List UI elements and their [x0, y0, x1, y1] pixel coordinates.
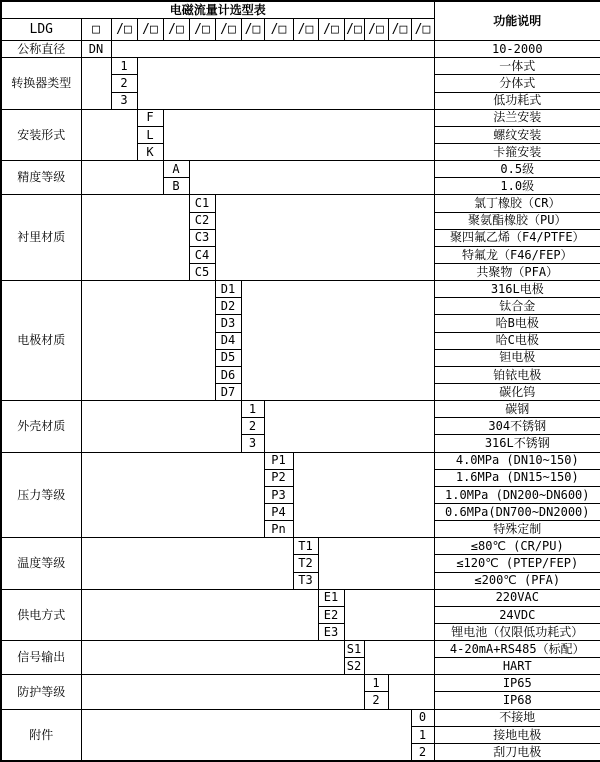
code-box: /□: [364, 19, 388, 41]
code-box: /□: [189, 19, 215, 41]
code-cell: Pn: [264, 521, 293, 538]
category-label: 电极材质: [1, 281, 81, 401]
code-cell: D4: [215, 332, 241, 349]
code-box: /□: [137, 19, 163, 41]
empty-cell: [81, 538, 293, 589]
code-cell: C4: [189, 246, 215, 263]
desc-cell: 接地电极: [434, 726, 600, 743]
code-box: /□: [163, 19, 189, 41]
desc-cell: 特殊定制: [434, 521, 600, 538]
code-cell: T1: [293, 538, 318, 555]
desc-cell: 碳化钨: [434, 383, 600, 400]
empty-cell: [81, 401, 241, 452]
code-box: /□: [264, 19, 293, 41]
code-cell: D7: [215, 383, 241, 400]
empty-cell: [111, 41, 434, 58]
code-cell: P2: [264, 469, 293, 486]
code-cell: P4: [264, 503, 293, 520]
desc-cell: 锂电池（仅限低功耗式）: [434, 623, 600, 640]
code-cell: 2: [364, 692, 388, 709]
empty-cell: [81, 161, 163, 195]
code-cell: 2: [241, 418, 264, 435]
empty-cell: [264, 401, 434, 452]
desc-cell: ≤200℃ (PFA): [434, 572, 600, 589]
code-cell: DN: [81, 41, 111, 58]
desc-cell: 共聚物（PFA）: [434, 263, 600, 280]
code-cell: C5: [189, 263, 215, 280]
code-cell: E1: [318, 589, 344, 606]
desc-cell: 氯丁橡胶（CR）: [434, 195, 600, 212]
code-box: /□: [344, 19, 364, 41]
code-cell: 2: [411, 743, 434, 761]
category-label: 温度等级: [1, 538, 81, 589]
code-cell: 0: [411, 709, 434, 726]
code-cell: 1: [241, 401, 264, 418]
desc-cell: 10-2000: [434, 41, 600, 58]
desc-cell: 316L电极: [434, 281, 600, 298]
desc-cell: 铂铱电极: [434, 366, 600, 383]
category-label: 外壳材质: [1, 401, 81, 452]
code-cell: 1: [364, 675, 388, 692]
code-cell: 2: [111, 75, 137, 92]
code-cell: F: [137, 109, 163, 126]
function-description-header: 功能说明: [434, 1, 600, 41]
empty-cell: [163, 109, 434, 160]
code-box: /□: [388, 19, 411, 41]
empty-cell: [81, 675, 364, 709]
code-cell: C1: [189, 195, 215, 212]
empty-cell: [388, 675, 434, 709]
desc-cell: 24VDC: [434, 606, 600, 623]
code-cell: E2: [318, 606, 344, 623]
desc-cell: 特氟龙（F46/FEP）: [434, 246, 600, 263]
desc-cell: 0.5级: [434, 161, 600, 178]
code-cell: T3: [293, 572, 318, 589]
code-cell: S2: [344, 658, 364, 675]
empty-cell: [81, 641, 344, 675]
empty-cell: [293, 452, 434, 538]
code-box: /□: [411, 19, 434, 41]
model-prefix: LDG: [1, 19, 81, 41]
desc-cell: 0.6MPa(DN700~DN2000): [434, 503, 600, 520]
desc-cell: 钛合金: [434, 298, 600, 315]
code-cell: P3: [264, 486, 293, 503]
code-cell: E3: [318, 623, 344, 640]
empty-cell: [81, 589, 318, 640]
desc-cell: 哈C电极: [434, 332, 600, 349]
code-box: /□: [111, 19, 137, 41]
desc-cell: ≤120℃ (PTEP/FEP): [434, 555, 600, 572]
empty-cell: [81, 452, 264, 538]
code-cell: 1: [111, 58, 137, 75]
empty-cell: [81, 58, 111, 109]
desc-cell: 1.0MPa (DN200~DN600): [434, 486, 600, 503]
desc-cell: 碳钢: [434, 401, 600, 418]
category-label: 附件: [1, 709, 81, 761]
code-cell: D1: [215, 281, 241, 298]
category-label: 防护等级: [1, 675, 81, 709]
desc-cell: HART: [434, 658, 600, 675]
code-cell: C3: [189, 229, 215, 246]
desc-cell: 刮刀电极: [434, 743, 600, 761]
code-cell: T2: [293, 555, 318, 572]
category-label: 安装形式: [1, 109, 81, 160]
desc-cell: 不接地: [434, 709, 600, 726]
category-label: 压力等级: [1, 452, 81, 538]
code-cell: D6: [215, 366, 241, 383]
code-box: /□: [215, 19, 241, 41]
empty-cell: [344, 589, 434, 640]
desc-cell: 分体式: [434, 75, 600, 92]
code-cell: D3: [215, 315, 241, 332]
category-label: 转换器类型: [1, 58, 81, 109]
code-box-dn: □: [81, 19, 111, 41]
desc-cell: 卡箍安装: [434, 143, 600, 160]
desc-cell: 聚四氟乙烯（F4/PTFE）: [434, 229, 600, 246]
category-label: 供电方式: [1, 589, 81, 640]
category-label: 信号输出: [1, 641, 81, 675]
code-cell: 3: [241, 435, 264, 452]
desc-cell: 哈B电极: [434, 315, 600, 332]
desc-cell: 1.0级: [434, 178, 600, 195]
desc-cell: IP68: [434, 692, 600, 709]
code-cell: S1: [344, 641, 364, 658]
empty-cell: [137, 58, 434, 109]
desc-cell: 低功耗式: [434, 92, 600, 109]
code-box: /□: [293, 19, 318, 41]
desc-cell: IP65: [434, 675, 600, 692]
category-label: 精度等级: [1, 161, 81, 195]
code-cell: C2: [189, 212, 215, 229]
category-label: 衬里材质: [1, 195, 81, 281]
desc-cell: 一体式: [434, 58, 600, 75]
empty-cell: [241, 281, 434, 401]
code-cell: D5: [215, 349, 241, 366]
category-label: 公称直径: [1, 41, 81, 58]
desc-cell: 316L不锈钢: [434, 435, 600, 452]
empty-cell: [318, 538, 434, 589]
code-cell: P1: [264, 452, 293, 469]
desc-cell: 4.0MPa (DN10~150): [434, 452, 600, 469]
empty-cell: [364, 641, 434, 675]
desc-cell: ≤80℃ (CR/PU): [434, 538, 600, 555]
code-box: /□: [241, 19, 264, 41]
code-cell: 1: [411, 726, 434, 743]
empty-cell: [81, 109, 137, 160]
empty-cell: [215, 195, 434, 281]
desc-cell: 聚氨酯橡胶（PU）: [434, 212, 600, 229]
desc-cell: 螺纹安装: [434, 126, 600, 143]
code-cell: 3: [111, 92, 137, 109]
code-box: /□: [318, 19, 344, 41]
empty-cell: [81, 709, 411, 761]
desc-cell: 钽电极: [434, 349, 600, 366]
desc-cell: 220VAC: [434, 589, 600, 606]
code-cell: K: [137, 143, 163, 160]
code-cell: D2: [215, 298, 241, 315]
code-cell: B: [163, 178, 189, 195]
desc-cell: 1.6MPa (DN15~150): [434, 469, 600, 486]
empty-cell: [81, 281, 215, 401]
empty-cell: [81, 195, 189, 281]
desc-cell: 304不锈钢: [434, 418, 600, 435]
desc-cell: 4-20mA+RS485（标配）: [434, 641, 600, 658]
desc-cell: 法兰安装: [434, 109, 600, 126]
table-title: 电磁流量计选型表: [1, 1, 434, 19]
empty-cell: [189, 161, 434, 195]
code-cell: A: [163, 161, 189, 178]
code-cell: L: [137, 126, 163, 143]
